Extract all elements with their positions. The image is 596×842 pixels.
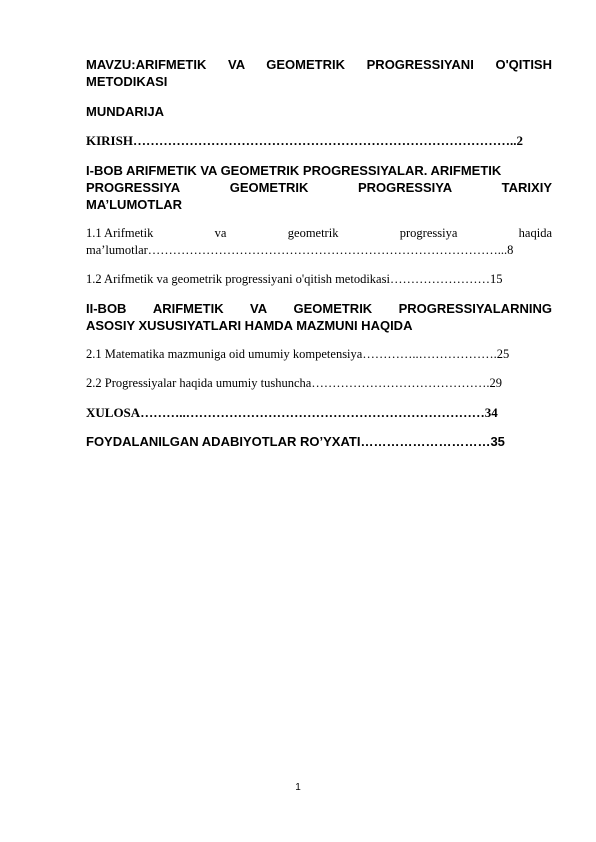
toc-entry-bibliography[interactable]: [86, 433, 552, 450]
toc-page-number: 35: [490, 434, 505, 449]
chapter-2-word: PROGRESSIYALARNING: [398, 301, 552, 316]
chapter-1-word: PROGRESSIYA: [86, 180, 181, 195]
toc-entry-label: FOYDALANILGAN ADABIYOTLAR RO’YXATI: [86, 434, 361, 449]
toc-leader-dots: …………..……………….: [362, 347, 497, 361]
toc-entry-label: KIRISH: [86, 133, 133, 148]
toc-page-number: 2: [516, 133, 523, 148]
section-1-1-word: 1.1 Arifmetik: [86, 226, 154, 240]
section-1-1-line-2: [86, 242, 552, 259]
chapter-1-line-2: [86, 179, 552, 196]
toc-entry-label: 2.1 Matematika mazmuniga oid umumiy kompetensiya: [86, 347, 363, 361]
toc-entry-label: XULOSA: [86, 405, 141, 420]
toc-page-number: 15: [489, 272, 503, 286]
toc-page-number: 29: [489, 376, 502, 390]
toc-heading: MUNDARIJA: [86, 104, 164, 119]
page-content: [86, 56, 552, 450]
toc-entry-label: 2.2 Progressiyalar haqida umumiy tushuncha: [86, 376, 312, 390]
chapter-1-word: PROGRESSIYA: [357, 180, 453, 195]
toc-leader-dots: …………………………………………………………………………...: [147, 243, 508, 257]
section-1-1-word: va: [214, 226, 227, 240]
section-1-1-word: haqida: [518, 226, 552, 240]
toc-entry-1-2[interactable]: [86, 271, 552, 288]
chapter-2-line-1: [86, 300, 552, 317]
toc-page-number: 34: [484, 405, 498, 420]
section-1-1-line-1: [86, 225, 552, 242]
toc-leader-dots: ……………………: [389, 272, 490, 286]
document-title: MAVZU:ARIFMETIK VA GEOMETRIK PROGRESSIYANI O'QITISH METODIKASI: [86, 57, 552, 89]
toc-entry-1-1[interactable]: [86, 225, 552, 259]
toc-entry-intro[interactable]: [86, 132, 552, 149]
chapter-2-line-2: ASOSIY XUSUSIYATLARI HAMDA MAZMUNI HAQIDA: [86, 318, 413, 333]
chapter-2-word: GEOMETRIK: [293, 301, 373, 316]
toc-leader-dots: ……………………………………………………………………………..: [132, 133, 517, 148]
toc-entry-2-2[interactable]: [86, 375, 552, 392]
toc-entry-chapter-2[interactable]: [86, 300, 552, 334]
toc-entry-label: ma’lumotlar: [86, 243, 148, 257]
page-number-footer: 1: [295, 782, 301, 793]
chapter-2-word: ARIFMETIK: [152, 301, 224, 316]
toc-entry-conclusion[interactable]: [86, 404, 552, 421]
toc-leader-dots: …………………………: [360, 434, 491, 449]
toc-page-number: 25: [496, 347, 510, 361]
chapter-1-word: TARIXIY: [501, 180, 552, 195]
toc-entry-2-1[interactable]: [86, 346, 552, 363]
chapter-1-line-1: I-BOB ARIFMETIK VA GEOMETRIK PROGRESSIYALAR. ARIFMETIK: [86, 163, 502, 178]
section-1-1-word: geometrik: [287, 226, 339, 240]
chapter-1-line-3: MA’LUMOTLAR: [86, 197, 183, 212]
toc-entry-chapter-1[interactable]: [86, 162, 552, 213]
toc-entry-label: 1.2 Arifmetik va geometrik progressiyani o'qitish metodikasi: [86, 272, 390, 286]
toc-leader-dots: …………………………………….: [311, 376, 490, 390]
section-1-1-word: progressiya: [399, 226, 458, 240]
chapter-1-word: GEOMETRIK: [229, 180, 309, 195]
chapter-2-word: VA: [249, 301, 268, 316]
toc-leader-dots: ………..……………………………………………………………: [140, 405, 485, 420]
toc-page-number: 8: [507, 243, 514, 257]
chapter-2-word: II-BOB: [86, 301, 127, 316]
